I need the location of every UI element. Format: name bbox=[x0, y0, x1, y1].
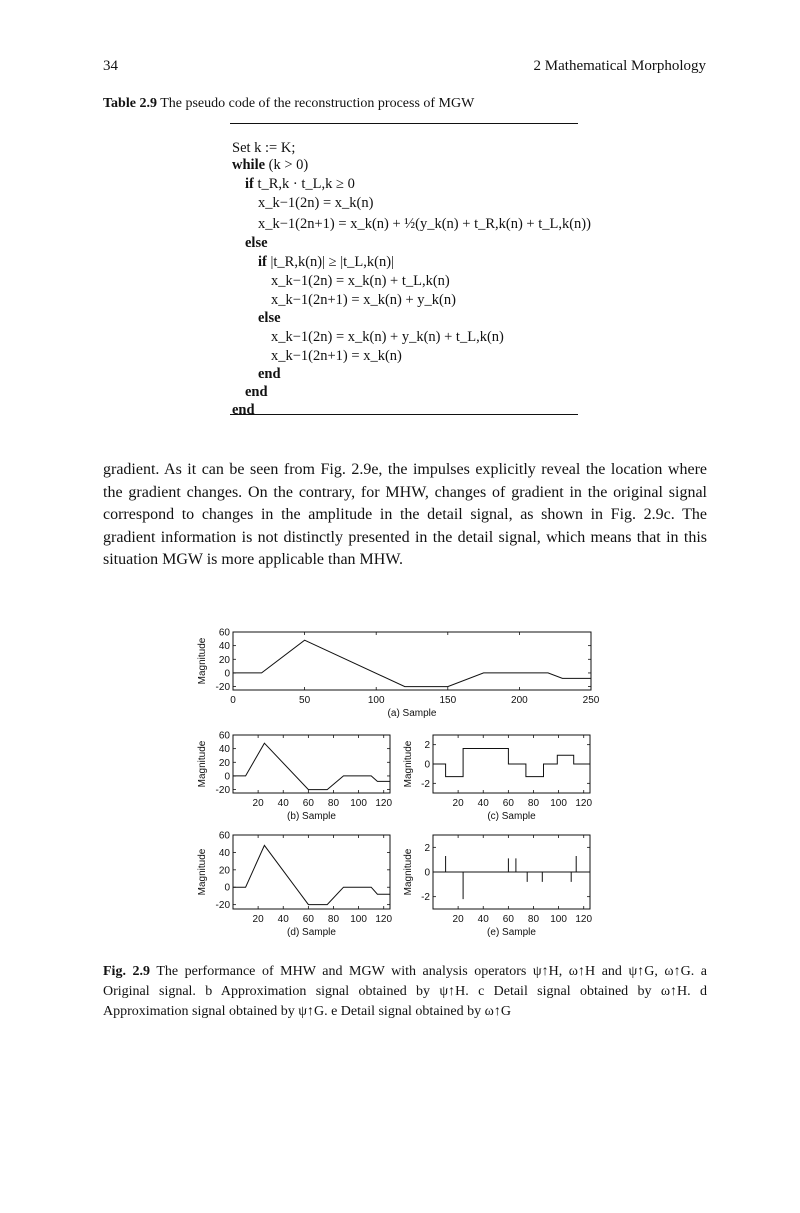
series-line-d bbox=[233, 845, 390, 904]
y-axis-label: Magnitude bbox=[197, 740, 208, 788]
x-tick-label: 150 bbox=[439, 695, 457, 706]
code-keyword: if bbox=[245, 176, 254, 192]
y-axis-label: Magnitude bbox=[197, 637, 208, 685]
page-number: 34 bbox=[103, 58, 118, 74]
y-tick-label: 2 bbox=[424, 842, 430, 854]
x-tick-label: 120 bbox=[575, 798, 593, 809]
x-tick-label: 60 bbox=[302, 798, 314, 809]
x-tick-label: 80 bbox=[527, 798, 540, 809]
code-line-13: end bbox=[258, 366, 281, 382]
series-line-a bbox=[233, 640, 591, 686]
table-title: The pseudo code of the reconstruction process of MGW bbox=[160, 96, 475, 111]
y-axis-label: Magnitude bbox=[197, 848, 208, 896]
series-line-b bbox=[233, 743, 390, 789]
x-axis-label: (b) Sample bbox=[287, 811, 336, 822]
plot-frame-d bbox=[233, 835, 390, 909]
x-tick-label: 0 bbox=[230, 695, 236, 706]
y-tick-label: 40 bbox=[218, 847, 230, 859]
y-tick-label: 60 bbox=[218, 627, 230, 639]
y-tick-label: 0 bbox=[224, 668, 230, 680]
y-tick-label: 20 bbox=[218, 654, 230, 666]
y-tick-label: -20 bbox=[215, 682, 230, 694]
figure-caption-text: The performance of MHW and MGW with analysis operators ψ↑H, ω↑H and ψ↑G, ω↑G. a Original signal. b Approximation signal obtained by ψ↑H. c Detail signal obtained by ω↑H. d Approximation signal obtained by ψ↑G. e Detail signal obtained by ω↑G bbox=[103, 964, 707, 1019]
code-line-4: x_k−1(2n) = x_k(n) bbox=[258, 195, 374, 211]
code-line-5: x_k−1(2n+1) = x_k(n) + ½(y_k(n) + t_R,k(n) + t_L,k(n)) bbox=[258, 216, 591, 232]
x-tick-label: 120 bbox=[375, 798, 393, 809]
x-tick-label: 250 bbox=[582, 695, 600, 706]
x-tick-label: 40 bbox=[477, 798, 489, 809]
x-tick-label: 120 bbox=[375, 914, 393, 925]
code-line-9: x_k−1(2n+1) = x_k(n) + y_k(n) bbox=[271, 292, 456, 308]
x-tick-label: 20 bbox=[452, 914, 464, 925]
code-keyword: while bbox=[232, 157, 266, 173]
y-tick-label: 60 bbox=[218, 830, 230, 842]
x-tick-label: 40 bbox=[477, 914, 489, 925]
y-tick-label: -20 bbox=[215, 785, 230, 797]
body-paragraph: gradient. As it can be seen from Fig. 2.9e, the impulses explicitly reveal the location where the gradient changes. On the contrary, for MHW, changes of gradient in the original signal correspond to changes in the amplitude in the detail signal, as shown in Fig. 2.9c. The gradient information is not distinctly presented in the detail signal, which means that in this situation MGW is more applicable than MHW. bbox=[103, 461, 707, 568]
x-tick-label: 60 bbox=[502, 798, 514, 809]
code-line-15: end bbox=[232, 402, 255, 418]
x-tick-label: 100 bbox=[367, 695, 385, 706]
y-tick-label: 60 bbox=[218, 730, 230, 742]
code-expr: (k > 0) bbox=[268, 157, 309, 173]
code-line-6: else bbox=[245, 235, 268, 251]
y-tick-label: 2 bbox=[424, 740, 430, 752]
y-tick-label: -2 bbox=[421, 892, 430, 904]
code-line-14: end bbox=[245, 384, 268, 400]
y-tick-label: 0 bbox=[224, 771, 230, 783]
code-line-11: x_k−1(2n) = x_k(n) + y_k(n) + t_L,k(n) bbox=[271, 329, 504, 345]
x-tick-label: 80 bbox=[327, 914, 340, 925]
x-tick-label: 60 bbox=[502, 914, 514, 925]
x-tick-label: 100 bbox=[350, 914, 367, 925]
x-axis-label: (a) Sample bbox=[387, 708, 437, 719]
code-keyword: if bbox=[258, 254, 267, 270]
y-tick-label: 40 bbox=[218, 641, 230, 653]
table-label: Table 2.9 bbox=[103, 96, 157, 111]
figure-label: Fig. 2.9 bbox=[103, 964, 151, 979]
x-tick-label: 100 bbox=[550, 798, 567, 809]
y-tick-label: -2 bbox=[421, 778, 430, 790]
code-expr: |t_R,k(n)| ≥ |t_L,k(n)| bbox=[270, 254, 394, 270]
x-tick-label: 100 bbox=[350, 798, 367, 809]
plot-frame-b bbox=[233, 735, 390, 793]
code-line-10: else bbox=[258, 310, 281, 326]
y-axis-label: Magnitude bbox=[403, 848, 414, 896]
x-tick-label: 40 bbox=[277, 798, 289, 809]
y-tick-label: 0 bbox=[424, 759, 430, 771]
code-expr: t_R,k · t_L,k ≥ 0 bbox=[257, 176, 355, 192]
plot-frame-a bbox=[233, 632, 591, 690]
x-tick-label: 20 bbox=[452, 798, 464, 809]
y-tick-label: 20 bbox=[218, 865, 230, 877]
code-line-8: x_k−1(2n) = x_k(n) + t_L,k(n) bbox=[271, 273, 450, 289]
x-tick-label: 60 bbox=[302, 914, 314, 925]
x-tick-label: 50 bbox=[299, 695, 311, 706]
figure-caption bbox=[103, 962, 707, 1022]
x-tick-label: 20 bbox=[252, 914, 264, 925]
y-tick-label: 0 bbox=[424, 867, 430, 879]
y-tick-label: -20 bbox=[215, 900, 230, 912]
x-tick-label: 80 bbox=[527, 914, 540, 925]
y-axis-label: Magnitude bbox=[403, 740, 414, 788]
code-line-1: Set k := K; bbox=[232, 140, 296, 156]
series-line-e bbox=[433, 856, 590, 899]
x-tick-label: 120 bbox=[575, 914, 593, 925]
series-line-c bbox=[433, 749, 590, 777]
x-tick-label: 20 bbox=[252, 798, 264, 809]
y-tick-label: 40 bbox=[218, 744, 230, 756]
x-axis-label: (c) Sample bbox=[487, 811, 536, 822]
code-line-12: x_k−1(2n+1) = x_k(n) bbox=[271, 348, 402, 364]
y-tick-label: 20 bbox=[218, 757, 230, 769]
running-head: 2 Mathematical Morphology bbox=[533, 58, 706, 74]
x-axis-label: (d) Sample bbox=[287, 927, 336, 938]
x-tick-label: 40 bbox=[277, 914, 289, 925]
x-tick-label: 100 bbox=[550, 914, 567, 925]
x-tick-label: 80 bbox=[327, 798, 340, 809]
x-axis-label: (e) Sample bbox=[487, 927, 536, 938]
x-tick-label: 200 bbox=[511, 695, 528, 706]
y-tick-label: 0 bbox=[224, 882, 230, 894]
